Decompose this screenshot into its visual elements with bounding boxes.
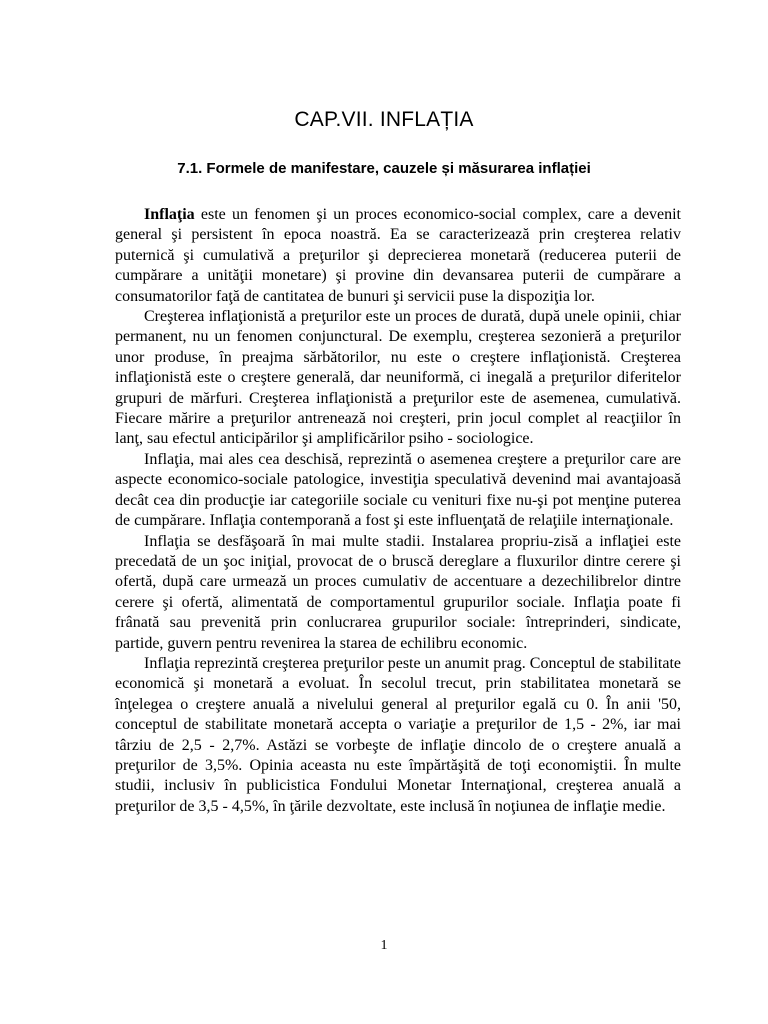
paragraph-1: [115, 205, 681, 307]
paragraph-text: Creşterea inflaţionistă a preţurilor este un proces de durată, după unele opinii, chiar permanent, nu un fenomen conjunctural. De exemplu, creşterea sezonieră a preţurilor unor produse, în preajma sărbătorilor, nu este o creştere inflaţionistă. Creşterea inflaţionistă este o creştere generală, dar neuniformă, ci inegală a preţurilor diferitelor grupuri de mărfuri. Creşterea inflaţionistă a preţurilor este de asemenea, cumulativă. Fiecare mărire a preţurilor antrenează noi creşteri, prin jocul complet al reacţiilor în lanţ, sau efectul anticipărilor şi amplificărilor psiho - sociologice.: [115, 308, 681, 448]
paragraph-text: Inflaţia, mai ales cea deschisă, reprezintă o asemenea creştere a preţurilor care are aspecte economico-sociale patologice, investiţia speculativă devenind mai avantajoasă decât cea din producţie iar categoriile sociale cu venituri fixe nu-şi pot menţine puterea de cumpărare. Inflaţia contemporană a fost şi este influenţată de relaţiile internaţionale.: [115, 450, 681, 530]
paragraph-lead-term: Inflaţia: [144, 206, 195, 223]
body-text: [115, 205, 681, 817]
paragraph-text: Inflaţia reprezintă creşterea preţurilor peste un anumit prag. Conceptul de stabilitate economică şi monetară a evoluat. În secolul trecut, prin stabilitatea monetară se înţelegea o creştere anuală a nivelului general al preţurilor egală cu 0. În anii '50, conceptul de stabilitate monetară accepta o variaţie a preţurilor de 1,5 - 2%, iar mai târziu de 2,5 - 2,7%. Astăzi se vorbeşte de inflaţie dincolo de o creştere anuală a preţurilor de 3,5%. Opinia aceasta nu este împărtăşită de toţi economiştii. În multe studii, inclusiv în publicistica Fondului Monetar Internaţional, creşterea anuală a preţurilor de 3,5 - 4,5%, în ţările dezvoltate, este inclusă în noţiunea de inflaţie medie.: [115, 654, 681, 815]
paragraph-2: [115, 307, 681, 450]
paragraph-text: este un fenomen şi un proces economico-social complex, care a devenit general şi persistent în epoca noastră. Ea se caracterizează prin creşterea relativ puternică şi cumulativă a preţurilor şi deprecierea monetară (reducerea puterii de cumpărare a unităţii monetare) şi provine din devansarea puterii de cumpărare a consumatorilor faţă de cantitatea de bunuri şi servicii puse la dispoziţia lor.: [115, 206, 681, 305]
paragraph-3: [115, 450, 681, 532]
paragraph-4: [115, 532, 681, 654]
paragraph-5: [115, 654, 681, 817]
paragraph-text: Inflaţia se desfăşoară în mai multe stadii. Instalarea propriu-zisă a inflaţiei este precedată de un şoc iniţial, provocat de o bruscă dereglare a fluxurilor dintre cerere şi ofertă, după care urmează un proces cumulativ de accentuare a dezechilibrelor dintre cerere şi ofertă, alimentată de comportamentul grupurilor sociale. Inflaţia poate fi frânată sau prevenită prin conlucrarea grupurilor sociale: întreprinderi, sindicate, partide, guvern pentru revenirea la starea de echilibru economic.: [115, 532, 681, 652]
page-number: 1: [380, 938, 388, 953]
chapter-title: CAP.VII. INFLAȚIA: [294, 108, 474, 131]
section-title: 7.1. Formele de manifestare, cauzele și măsurarea inflației: [177, 160, 591, 177]
